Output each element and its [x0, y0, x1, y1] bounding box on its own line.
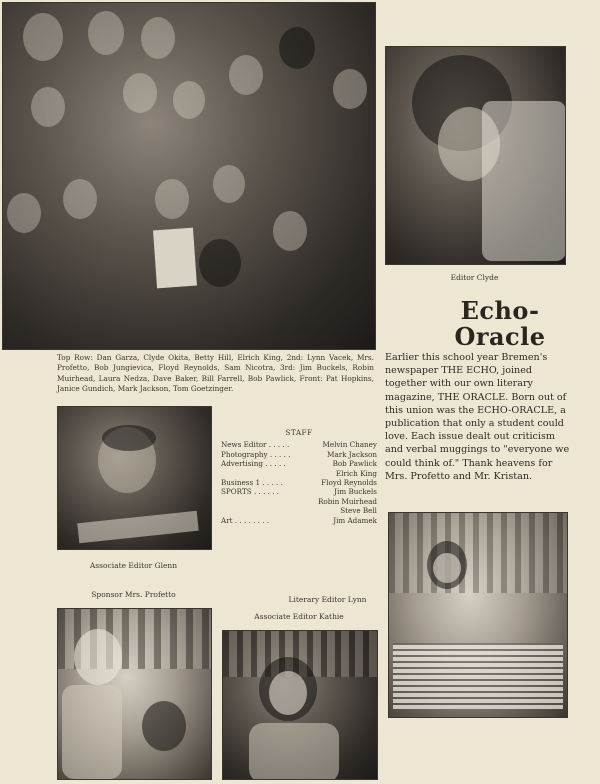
editor-clyde-caption: Editor Clyde [450, 273, 499, 282]
staff-person: Bob Pawlick [332, 459, 377, 469]
staff-role: Art . . . . . . . . [221, 515, 270, 525]
staff-person: Robin Muirhead [317, 496, 377, 506]
staff-row [221, 459, 377, 468]
staff-list [221, 428, 377, 525]
staff-person: Elrich King [335, 468, 377, 478]
story-text: Earlier this school year Bremen's newspaper THE ECHO, joined together with our own literary magazine, THE ORACLE. Born out of this union was the ECHO-ORACLE, a publication that only a student could love. Each issue dealt out criticism and verbal muggings to "everyone we could think of." Thank heavens for Mrs. Profetto and Mr. Kristan. [385, 352, 570, 482]
associate-editor-glenn-caption: Associate Editor Glenn [89, 561, 178, 570]
sponsor-profetto-photo [57, 608, 212, 780]
staff-person: Steve Bell [340, 506, 377, 516]
staff-person: Floyd Reynolds [321, 478, 377, 488]
title-line-1: Echo- [460, 296, 540, 325]
group-photo [2, 2, 376, 350]
literary-editor-lynn-caption: Literary Editor Lynn [288, 595, 367, 604]
staff-row [221, 516, 377, 525]
staff-role: SPORTS . . . . . . [221, 487, 280, 497]
staff-person: Jim Buckels [334, 487, 377, 497]
staff-heading: STAFF [285, 428, 313, 437]
group-photo-caption: Top Row: Dan Garza, Clyde Okita, Betty Hill, Elrich King, 2nd: Lynn Vacek, Mrs. Profetto, Bob Jungievica, Floyd Reynolds, Sam Nicotra, 3rd: Jim Buckels, Robin Muirhead, Laura Nedza, Dave Baker, Bill Farrell, Bob Pawlick, Front: Pat Hopkins, Janice Gundich, Mark Jackson, Tom Goetzinger. [57, 353, 374, 393]
associate-editor-glenn-photo [57, 406, 212, 550]
staff-person: Mark Jackson [327, 449, 377, 459]
staff-row [221, 450, 377, 459]
editor-clyde-photo [385, 46, 566, 265]
sponsor-profetto-caption: Sponsor Mrs. Profetto [91, 590, 176, 599]
staff-row [221, 487, 377, 496]
staff-role: Business 1 . . . . . [221, 478, 283, 488]
staff-role: Advertising . . . . . [221, 459, 286, 469]
staff-row [221, 478, 377, 487]
staff-person: Melvin Chaney [322, 440, 377, 450]
staff-person: Jim Adamek [333, 515, 377, 525]
associate-editor-kathie-photo [222, 630, 378, 780]
staff-role: News Editor . . . . . [221, 440, 290, 450]
staff-row [221, 440, 377, 449]
staff-role: Photography . . . . . [221, 449, 291, 459]
title-line-2: Oracle [454, 322, 546, 351]
literary-editor-lynn-photo [388, 512, 568, 718]
associate-editor-kathie-caption: Associate Editor Kathie [254, 612, 344, 621]
